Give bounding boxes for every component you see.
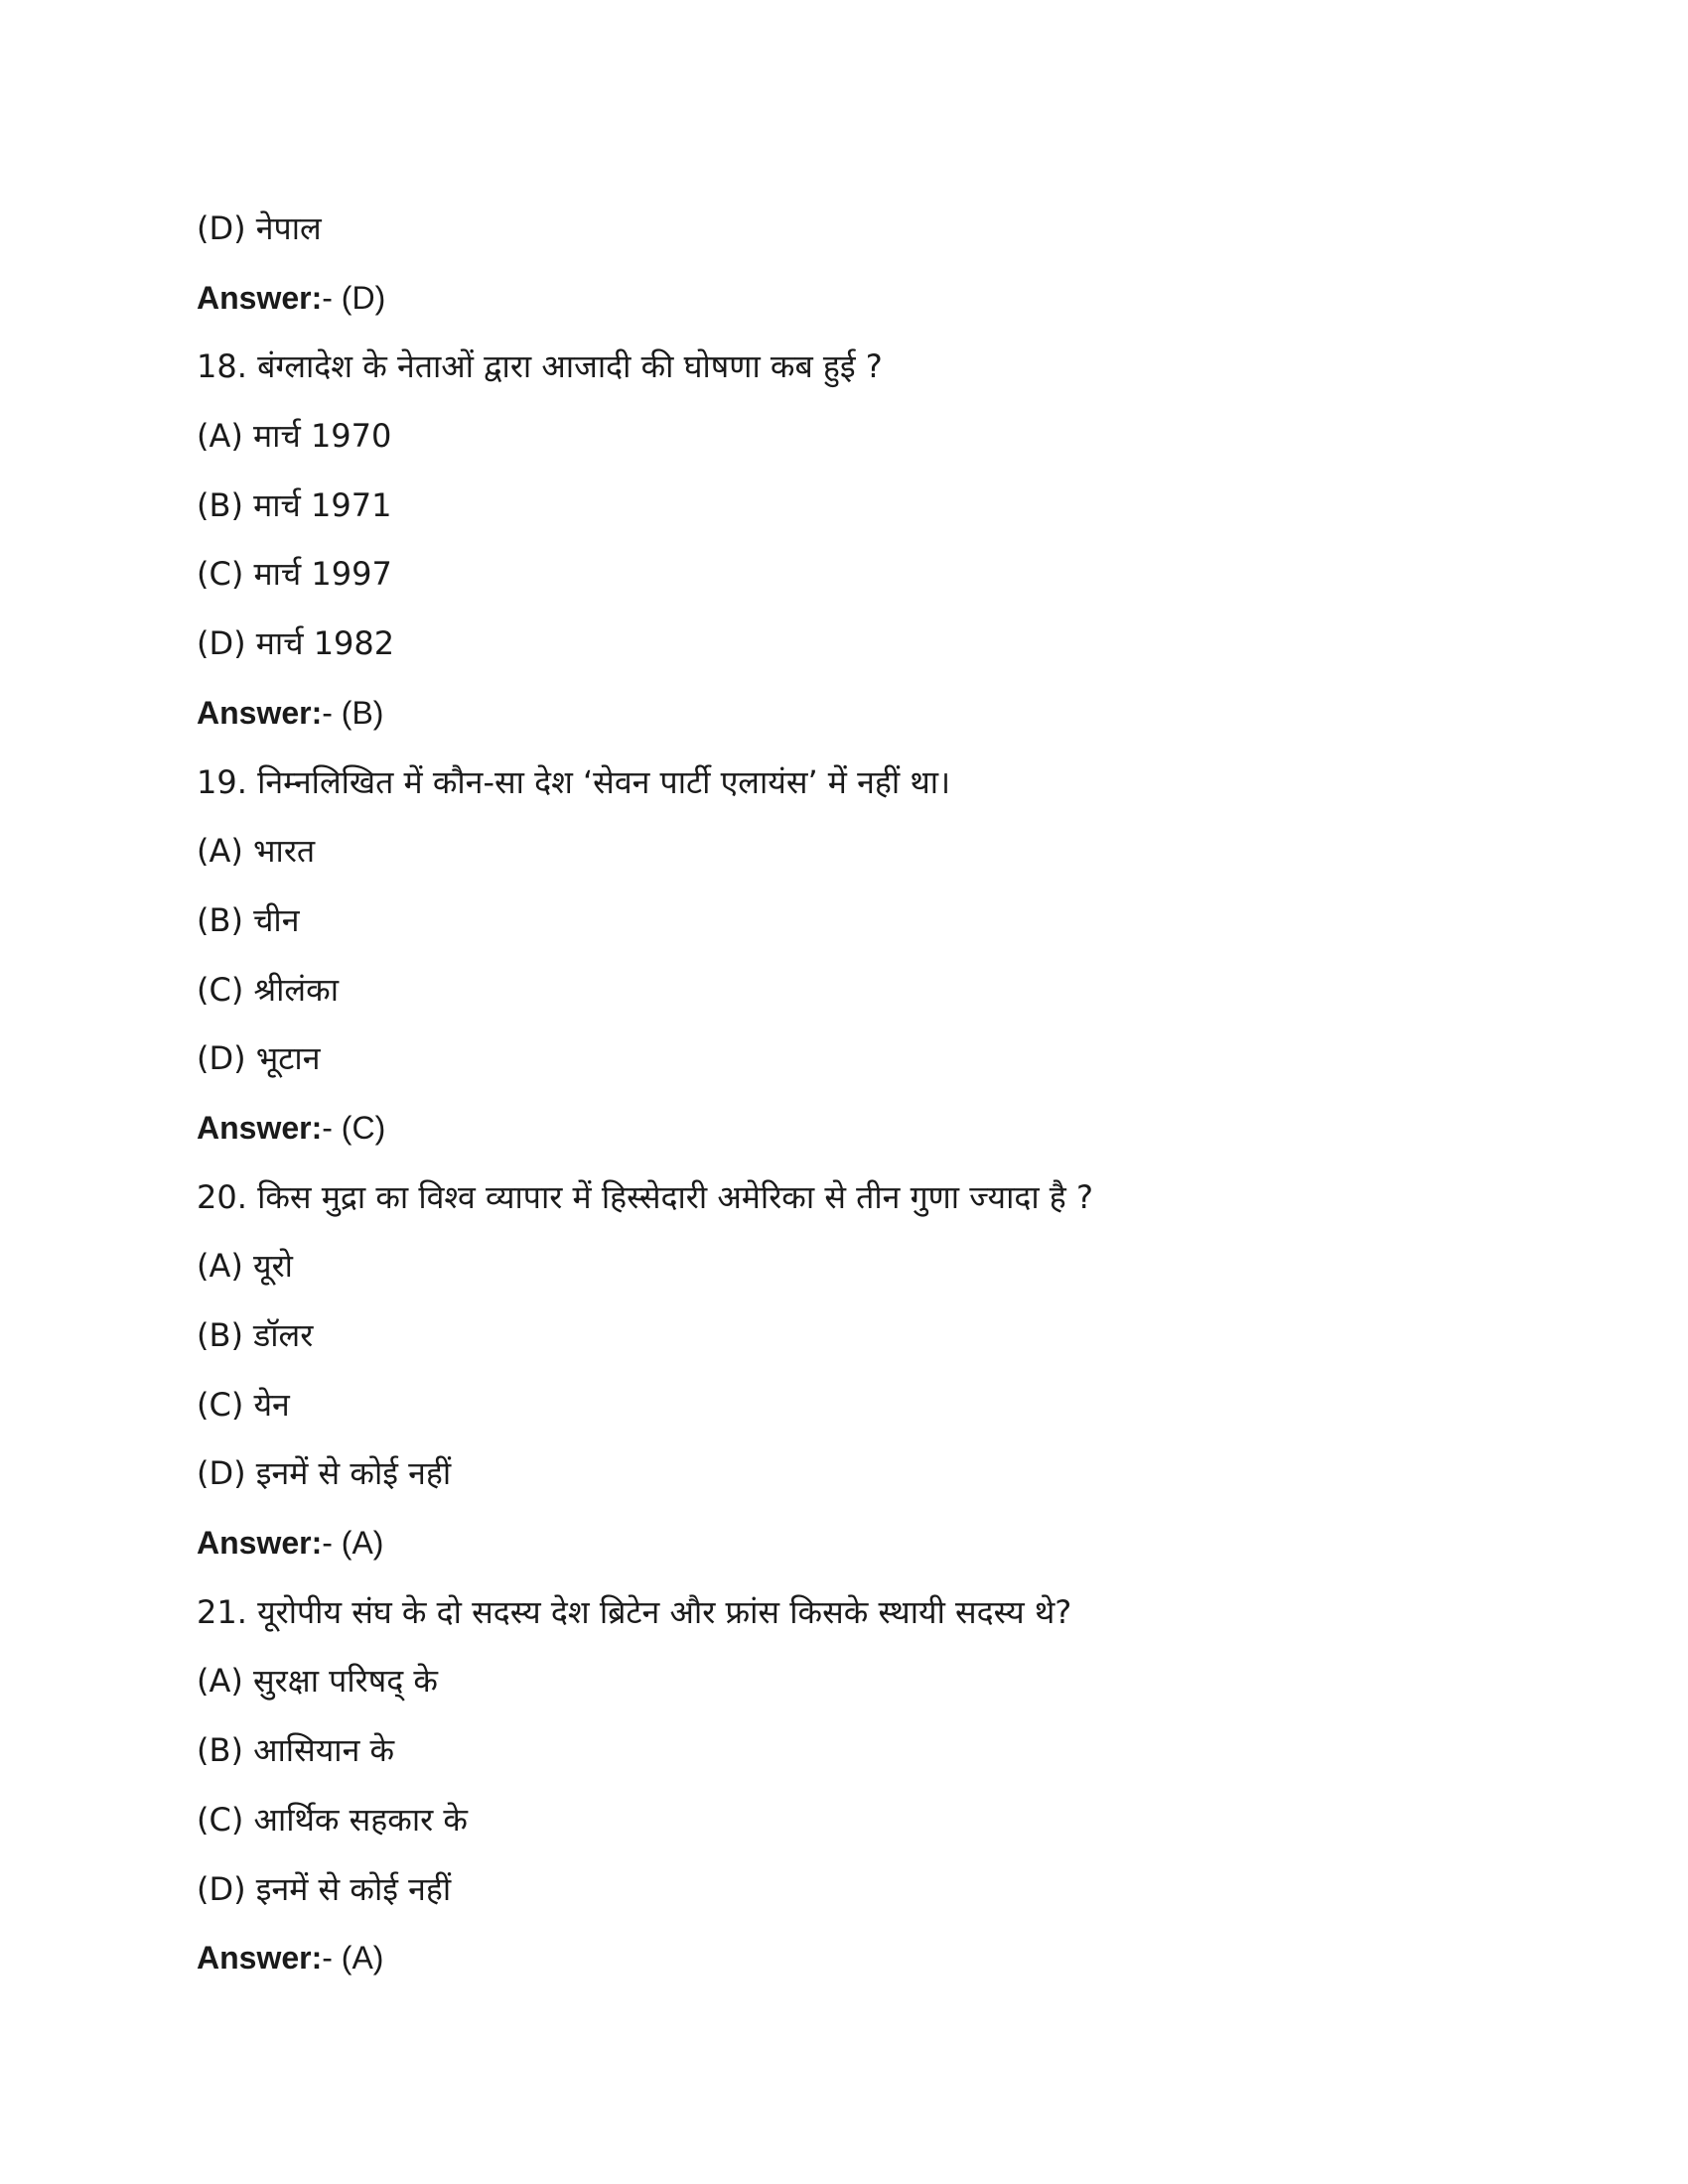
option-line: (C) येन (197, 1385, 290, 1424)
option-line: (B) मार्च 1971 (197, 485, 392, 524)
option-line: (B) चीन (197, 900, 300, 939)
answer-label: Answer: (197, 1940, 323, 1977)
option-line: (B) आसियान के (197, 1731, 395, 1770)
answer-line (197, 1094, 1487, 1163)
option-line: (B) डॉलर (197, 1316, 314, 1354)
option-line: (D) मार्च 1982 (197, 624, 395, 663)
answer-value: - (B) (322, 694, 384, 731)
option-line: (C) श्रीलंका (197, 970, 339, 1009)
option-line: (A) यूरो (197, 1247, 293, 1286)
option-line: (C) आर्थिक सहकार के (197, 1800, 468, 1839)
option-line: (C) मार्च 1997 (197, 555, 392, 594)
answer-value: - (D) (322, 279, 386, 316)
option-line: (A) सुरक्षा परिषद् के (197, 1662, 438, 1701)
answer-value: - (A) (322, 1525, 384, 1562)
option-line: (D) भूटान (197, 1039, 321, 1078)
answer-line (197, 679, 1487, 749)
question-line: 20. किस मुद्रा का विश्व व्यापार में हिस्सेदारी अमेरिका से तीन गुणा ज्यादा है ? (197, 1177, 1093, 1216)
answer-line (197, 1509, 1487, 1578)
option-line: (D) नेपाल (197, 209, 322, 247)
answer-value: - (C) (322, 1109, 386, 1146)
question-line: 21. यूरोपीय संघ के दो सदस्य देश ब्रिटेन और फ्रांस किसके स्थायी सदस्य थे? (197, 1592, 1072, 1631)
question-line: 19. निम्नलिखित में कौन-सा देश ‘सेवन पार्टी एलायंस’ में नहीं था। (197, 762, 951, 801)
answer-label: Answer: (197, 694, 323, 731)
answer-value: - (A) (322, 1940, 384, 1977)
answer-label: Answer: (197, 1109, 323, 1146)
option-line: (D) इनमें से कोई नहीं (197, 1454, 452, 1493)
answer-label: Answer: (197, 1525, 323, 1562)
option-line: (A) भारत (197, 832, 316, 871)
question-list (197, 195, 1487, 1993)
answer-label: Answer: (197, 279, 323, 316)
answer-line (197, 1924, 1487, 1993)
option-line: (A) मार्च 1970 (197, 417, 392, 456)
question-line: 18. बंग्लादेश के नेताओं द्वारा आजादी की घोषणा कब हुई ? (197, 347, 883, 386)
answer-line (197, 264, 1487, 334)
option-line: (D) इनमें से कोई नहीं (197, 1869, 452, 1908)
